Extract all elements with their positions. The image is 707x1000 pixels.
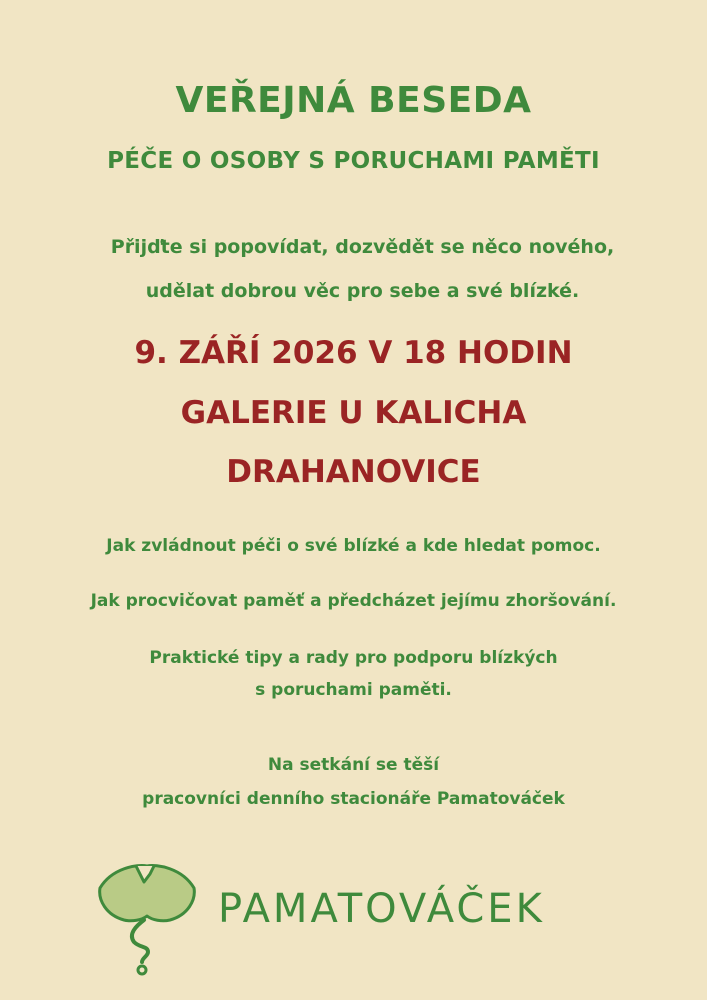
topic-1: Jak zvládnout péči o své blízké a kde hledat pomoc. — [106, 536, 601, 556]
ginkgo-leaf-question-mark-icon — [92, 860, 202, 978]
event-place: GALERIE U KALICHA — [180, 395, 527, 431]
intro-line-2: udělat dobrou věc pro sebe a své blízké. — [145, 280, 580, 302]
closing-line-2: pracovníci denního stacionáře Pamatováček — [142, 789, 565, 809]
event-title: VEŘEJNÁ BESEDA — [175, 80, 532, 121]
event-town: DRAHANOVICE — [226, 454, 481, 490]
event-subtitle: PÉČE O OSOBY S PORUCHAMI PAMĚTI — [107, 148, 600, 174]
event-date-time: 9. ZÁŘÍ 2026 V 18 HODIN — [134, 335, 573, 371]
topic-2: Jak procvičovat paměť a předcházet jejímu zhoršování. — [90, 591, 617, 611]
brand-name: PAMATOVÁČEK — [218, 886, 545, 932]
closing-line-1: Na setkání se těší — [267, 755, 440, 775]
intro-line-1: Přijďte si popovídat, dozvědět se něco nového, — [110, 236, 615, 258]
topic-3-line-2: s poruchami paměti. — [255, 680, 452, 700]
topic-3-line-1: Praktické tipy a rady pro podporu blízkých — [149, 648, 558, 668]
